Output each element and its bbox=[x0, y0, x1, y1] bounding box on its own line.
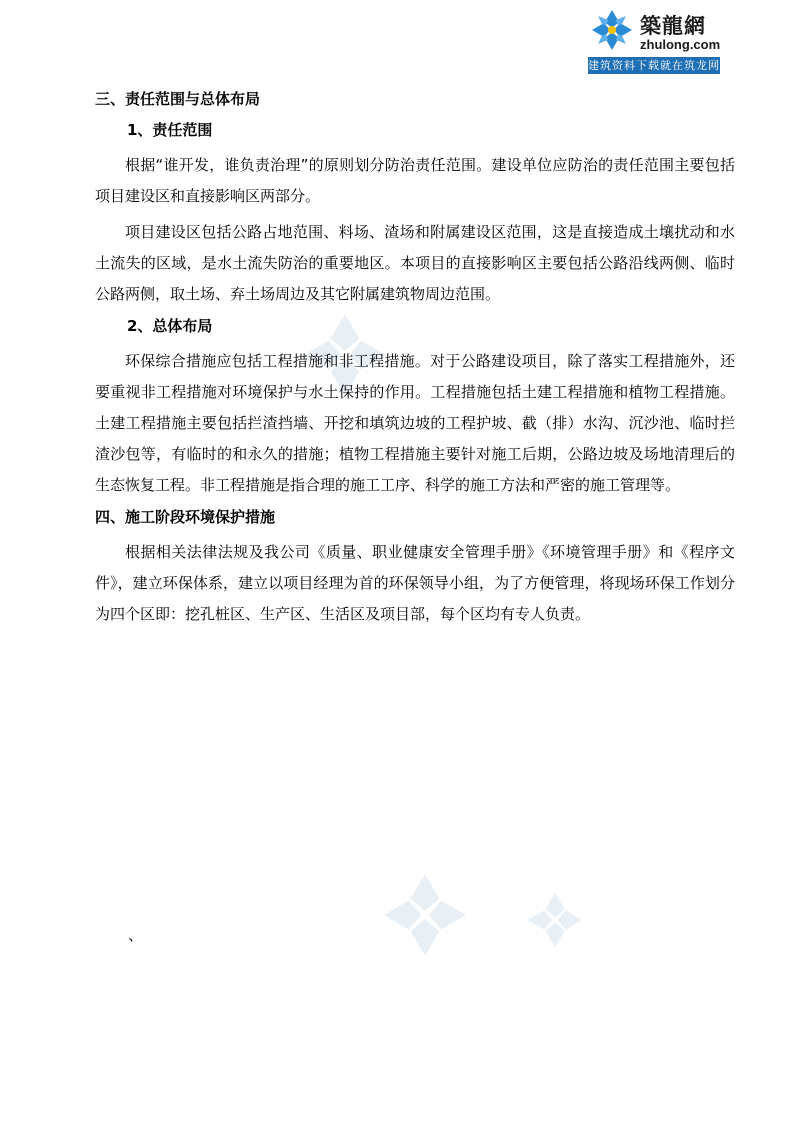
subsection-title: 1、责任范围 bbox=[127, 121, 213, 139]
logo-domain: zhulong.com bbox=[640, 37, 721, 52]
paragraph: 环保综合措施应包括工程措施和非工程措施。对于公路建设项目，除了落实工程措施外，还要重视非工程措施对环境保护与水土保持的作用。工程措施包括土建工程措施和植物工程措施。土建工程措施主要包括拦渣挡墙、开挖和填筑边坡的工程护坡、截（排）水沟、沉沙池、临时拦渣沙包等，有临时的和永久的措施；植物工程措施主要针对施工后期，公路边坡及场地清理后的生态恢复工程。非工程措施是指合理的施工工序、科学的施工方法和严密的施工管理等。 bbox=[95, 352, 735, 494]
logo-chinese-name: 築龍網 bbox=[640, 13, 706, 38]
document-body bbox=[95, 88, 735, 631]
section-title: 四、施工阶段环境保护措施 bbox=[95, 508, 276, 526]
zhulong-logo[interactable] bbox=[588, 6, 720, 72]
watermark-emblem-icon bbox=[380, 870, 470, 960]
section-title: 三、责任范围与总体布局 bbox=[95, 90, 261, 108]
paragraph: 根据“谁开发，谁负责治理”的原则划分防治责任范围。建设单位应防治的责任范围主要包括项目建设区和直接影响区两部分。 bbox=[95, 156, 735, 205]
subsection-title: 2、总体布局 bbox=[127, 317, 213, 335]
paragraph: 项目建设区包括公路占地范围、料场、渣场和附属建设区范围，这是直接造成土壤扰动和水土流失的区域，是水土流失防治的重要地区。本项目的直接影响区主要包括公路沿线两侧、临时公路两侧，取土场、弃土场周边及其它附属建筑物周边范围。 bbox=[95, 223, 735, 303]
paragraph: 根据相关法律法规及我公司《质量、职业健康安全管理手册》《环境管理手册》和《程序文件》，建立环保体系，建立以项目经理为首的环保领导小组，为了方便管理，将现场环保工作划分为四个区即：挖孔桩区、生产区、生活区及项目部，每个区均有专人负责。 bbox=[95, 543, 735, 623]
zhulong-logo-icon bbox=[590, 8, 634, 52]
logo-tagline: 建筑资料下载就在筑龙网 bbox=[588, 59, 720, 72]
stray-punctuation: 、 bbox=[128, 926, 144, 944]
watermark-emblem-icon bbox=[525, 890, 585, 950]
